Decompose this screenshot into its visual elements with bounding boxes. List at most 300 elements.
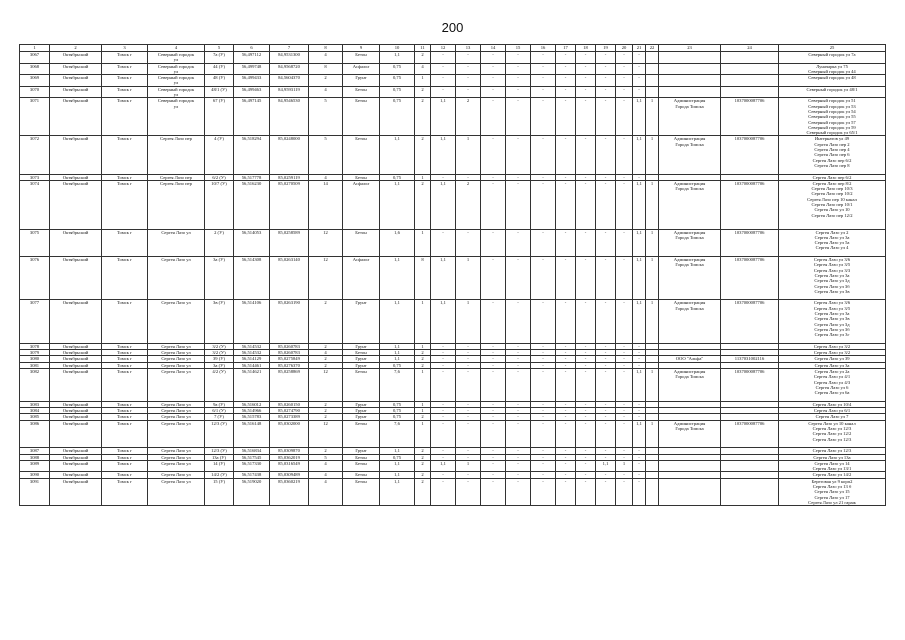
table-cell: Томск г bbox=[102, 350, 148, 356]
table-cell: - bbox=[556, 454, 576, 460]
table-cell: 3067 bbox=[20, 52, 50, 64]
table-cell: - bbox=[456, 362, 481, 368]
table-cell: Администрация Города Томска bbox=[659, 369, 721, 402]
table-cell: Сергея Лазо ул 2а Сергея Лазо ул 4/1 Сергея Лазо ул 4/3 Сергея Лазо ул 6 Сергея Лазо ул 6а bbox=[779, 369, 886, 402]
table-cell: 85,0309489 bbox=[270, 472, 309, 478]
table-row bbox=[20, 478, 886, 506]
table-cell: 8 bbox=[415, 257, 431, 300]
table-cell: Сергея Лазо ул bbox=[148, 356, 205, 362]
table-cell: - bbox=[616, 472, 633, 478]
table-cell: Сергея Лазо ул bbox=[148, 414, 205, 420]
table-cell: 12/3 (У) bbox=[205, 420, 234, 448]
table-cell: - bbox=[556, 52, 576, 64]
table-cell: 3080 bbox=[20, 356, 50, 362]
table-cell: 1,1 bbox=[431, 460, 456, 472]
table-cell: - bbox=[531, 369, 556, 402]
table-cell: 9а (У) bbox=[205, 401, 234, 407]
table-cell: Сергея Лазо ул 39 bbox=[779, 356, 886, 362]
table-cell: Сергея Лазо ул bbox=[148, 350, 205, 356]
table-cell: - bbox=[556, 350, 576, 356]
table-cell: 84,9531300 bbox=[270, 52, 309, 64]
table-cell: 1,1 bbox=[633, 420, 646, 448]
table-cell: 4 bbox=[309, 174, 343, 180]
table-cell: - bbox=[531, 63, 556, 75]
table-cell: 0,75 bbox=[380, 414, 415, 420]
table-cell: 3078 bbox=[20, 343, 50, 349]
table-cell: 3/2 (У) bbox=[205, 343, 234, 349]
table-cell: - bbox=[596, 448, 616, 454]
table-cell: - bbox=[456, 472, 481, 478]
register-table bbox=[19, 44, 886, 506]
table-cell: 3081 bbox=[20, 362, 50, 368]
table-cell: 4 bbox=[309, 350, 343, 356]
table-cell: - bbox=[481, 75, 506, 87]
table-cell: 1,1 bbox=[633, 136, 646, 174]
column-number: 16 bbox=[531, 45, 556, 52]
table-cell: Сергея Лазо ул 3/6 Сергея Лазо ул 3/5 Сергея Лазо ул 3/3 Сергея Лазо ул 3а Сергея Лазо ул 3д Сергея Лазо ул 3б Сергея Лазо ул 3в bbox=[779, 257, 886, 300]
table-cell: Бетон bbox=[343, 98, 380, 136]
table-cell: - bbox=[531, 75, 556, 87]
column-number: 8 bbox=[309, 45, 343, 52]
table-cell: 4 bbox=[415, 63, 431, 75]
table-cell: - bbox=[556, 75, 576, 87]
table-cell: 4/2 (У) bbox=[205, 369, 234, 402]
table-cell: Октябрьский bbox=[50, 75, 102, 87]
table-cell: 1 bbox=[646, 229, 659, 257]
table-cell: - bbox=[576, 478, 596, 506]
table-cell: - bbox=[481, 401, 506, 407]
table-cell: 3079 bbox=[20, 350, 50, 356]
table-cell: - bbox=[616, 75, 633, 87]
table-cell: 4 bbox=[309, 52, 343, 64]
table-cell: - bbox=[596, 408, 616, 414]
table-cell: Сергея Лазо ул bbox=[148, 478, 205, 506]
table-cell: Грунт bbox=[343, 401, 380, 407]
table-cell: 1,1 bbox=[380, 257, 415, 300]
table-cell: Грунт bbox=[343, 75, 380, 87]
table-cell: - bbox=[596, 180, 616, 229]
table-cell: - bbox=[576, 362, 596, 368]
table-cell: 85,0274790 bbox=[270, 408, 309, 414]
table-row bbox=[20, 420, 886, 448]
table-cell: 56,514461 bbox=[234, 362, 270, 368]
table-cell: - bbox=[531, 98, 556, 136]
table-cell: - bbox=[481, 63, 506, 75]
table-cell bbox=[721, 52, 779, 64]
table-cell: 1 bbox=[456, 136, 481, 174]
table-cell: 2 bbox=[415, 448, 431, 454]
table-cell bbox=[659, 86, 721, 98]
table-cell: Сергея Лазо пер bbox=[148, 174, 205, 180]
table-cell: 56,516012 bbox=[234, 401, 270, 407]
table-cell: - bbox=[481, 472, 506, 478]
table-cell: - bbox=[506, 408, 531, 414]
table-cell: - bbox=[481, 180, 506, 229]
table-cell: - bbox=[556, 257, 576, 300]
table-cell: - bbox=[576, 420, 596, 448]
table-cell: - bbox=[431, 401, 456, 407]
table-cell: Сергея Лазо ул bbox=[148, 401, 205, 407]
table-row bbox=[20, 300, 886, 343]
table-cell bbox=[721, 460, 779, 472]
table-cell: - bbox=[506, 478, 531, 506]
table-cell: 3070 bbox=[20, 86, 50, 98]
table-cell: - bbox=[556, 362, 576, 368]
table-cell: - bbox=[481, 460, 506, 472]
table-cell: 84,9546530 bbox=[270, 98, 309, 136]
table-cell: 7а (У) bbox=[205, 52, 234, 64]
table-cell: 48/1 (У) bbox=[205, 86, 234, 98]
table-cell: - bbox=[616, 300, 633, 343]
table-cell: - bbox=[481, 350, 506, 356]
table-cell: 56,514106 bbox=[234, 300, 270, 343]
table-cell: 85,0258869 bbox=[270, 369, 309, 402]
table-cell: - bbox=[596, 401, 616, 407]
table-cell: - bbox=[506, 362, 531, 368]
table-cell: - bbox=[633, 454, 646, 460]
table-cell: - bbox=[531, 460, 556, 472]
table-cell: 2 bbox=[415, 362, 431, 368]
table-cell: Томск г bbox=[102, 98, 148, 136]
table-cell: - bbox=[596, 350, 616, 356]
table-cell: 0,75 bbox=[380, 86, 415, 98]
table-body bbox=[20, 52, 886, 506]
table-cell: Октябрьский bbox=[50, 98, 102, 136]
table-cell: 3а (У) bbox=[205, 362, 234, 368]
table-cell: Северный городок ул bbox=[148, 75, 205, 87]
table-cell: 85,0260783 bbox=[270, 343, 309, 349]
table-row bbox=[20, 257, 886, 300]
table-cell: 3075 bbox=[20, 229, 50, 257]
column-number: 6 bbox=[234, 45, 270, 52]
table-cell: Октябрьский bbox=[50, 408, 102, 414]
table-cell: - bbox=[531, 180, 556, 229]
table-cell: 1 bbox=[456, 300, 481, 343]
table-cell: - bbox=[596, 472, 616, 478]
table-cell: 14 bbox=[309, 180, 343, 229]
table-cell: Сергея Лазо ул 14/2 bbox=[779, 472, 886, 478]
table-cell: Сергея Лазо ул bbox=[148, 454, 205, 460]
table-cell: Октябрьский bbox=[50, 369, 102, 402]
table-cell: - bbox=[576, 350, 596, 356]
table-cell: - bbox=[431, 343, 456, 349]
table-cell: 1,1 bbox=[380, 300, 415, 343]
table-row bbox=[20, 98, 886, 136]
table-cell bbox=[659, 478, 721, 506]
table-cell: 12/3 (У) bbox=[205, 448, 234, 454]
table-cell: 1037000087706 bbox=[721, 180, 779, 229]
table-cell: - bbox=[616, 420, 633, 448]
table-cell: - bbox=[616, 257, 633, 300]
column-number: 18 bbox=[576, 45, 596, 52]
table-cell: Бетон bbox=[343, 420, 380, 448]
table-cell: 1,1 bbox=[633, 369, 646, 402]
table-cell: - bbox=[481, 448, 506, 454]
table-cell: 3088 bbox=[20, 454, 50, 460]
table-cell: - bbox=[576, 343, 596, 349]
table-cell: - bbox=[616, 86, 633, 98]
table-cell: - bbox=[531, 472, 556, 478]
table-cell: 85,0309870 bbox=[270, 448, 309, 454]
table-cell: 12 bbox=[309, 257, 343, 300]
table-cell: 3084 bbox=[20, 408, 50, 414]
table-cell: 1 bbox=[415, 75, 431, 87]
table-cell: 3089 bbox=[20, 460, 50, 472]
table-cell: - bbox=[576, 52, 596, 64]
table-cell: Сергея Лазо ул 7 bbox=[779, 414, 886, 420]
table-cell: 14/2 (У) bbox=[205, 472, 234, 478]
table-cell: Администрация Города Томска bbox=[659, 180, 721, 229]
table-cell: Томск г bbox=[102, 75, 148, 87]
table-cell: Томск г bbox=[102, 448, 148, 454]
table-cell: - bbox=[576, 180, 596, 229]
table-cell: - bbox=[616, 350, 633, 356]
table-cell: 1,1 bbox=[633, 180, 646, 229]
table-cell: 1 bbox=[646, 136, 659, 174]
table-cell: - bbox=[616, 63, 633, 75]
table-cell: 3076 bbox=[20, 257, 50, 300]
table-cell: - bbox=[506, 343, 531, 349]
table-cell: 1 bbox=[646, 257, 659, 300]
table-cell: 2 bbox=[415, 98, 431, 136]
table-cell: - bbox=[481, 343, 506, 349]
table-cell: - bbox=[431, 454, 456, 460]
table-cell: Сергея Лазо ул bbox=[148, 343, 205, 349]
table-cell: Октябрьский bbox=[50, 86, 102, 98]
table-cell: - bbox=[556, 98, 576, 136]
table-cell: - bbox=[531, 300, 556, 343]
table-cell: - bbox=[596, 98, 616, 136]
table-cell: Томск г bbox=[102, 414, 148, 420]
table-cell: Октябрьский bbox=[50, 229, 102, 257]
table-cell: - bbox=[616, 362, 633, 368]
table-cell: Грунт bbox=[343, 408, 380, 414]
table-cell: - bbox=[576, 98, 596, 136]
table-cell: - bbox=[576, 448, 596, 454]
table-cell: 39 (У) bbox=[205, 356, 234, 362]
table-cell: 1,1 bbox=[431, 98, 456, 136]
table-cell bbox=[659, 63, 721, 75]
table-cell: 2 bbox=[415, 460, 431, 472]
table-cell: - bbox=[506, 414, 531, 420]
table-cell: Бетон bbox=[343, 369, 380, 402]
table-cell: - bbox=[506, 229, 531, 257]
table-cell: Сергея Лазо ул 13а bbox=[779, 454, 886, 460]
table-cell: Сергея Лазо ул 3/2 bbox=[779, 350, 886, 356]
column-number: 12 bbox=[431, 45, 456, 52]
table-cell: 3071 bbox=[20, 98, 50, 136]
table-cell: 85,0260783 bbox=[270, 350, 309, 356]
table-cell: - bbox=[506, 401, 531, 407]
table-cell: Октябрьский bbox=[50, 257, 102, 300]
table-cell: 56,519020 bbox=[234, 478, 270, 506]
table-cell bbox=[646, 478, 659, 506]
table-cell: Октябрьский bbox=[50, 180, 102, 229]
table-cell: Грунт bbox=[343, 300, 380, 343]
table-cell: Томск г bbox=[102, 478, 148, 506]
table-cell: Сергея Лазо ул bbox=[148, 408, 205, 414]
table-cell: 1137031002116 bbox=[721, 356, 779, 362]
table-cell: Северный городок ул bbox=[148, 98, 205, 136]
table-cell: Сергея Лазо пер bbox=[148, 180, 205, 229]
table-cell: Северный городок ул 7а bbox=[779, 52, 886, 64]
table-cell: 85,0270509 bbox=[270, 180, 309, 229]
table-cell: 56,518294 bbox=[234, 136, 270, 174]
table-cell: Береговая ул 9 корп2 Сергея Лазо ул 13 б Сергея Лазо ул 15 Сергея Лазо ул 17 Сергея Лазо ул 21 гараж bbox=[779, 478, 886, 506]
table-cell: 85,0316549 bbox=[270, 460, 309, 472]
table-cell: 2 bbox=[309, 75, 343, 87]
table-cell: Администрация Города Томска bbox=[659, 300, 721, 343]
table-cell: 56,514308 bbox=[234, 257, 270, 300]
table-cell: - bbox=[616, 356, 633, 362]
table-cell: - bbox=[596, 478, 616, 506]
column-number: 25 bbox=[779, 45, 886, 52]
table-cell: Бетон bbox=[343, 454, 380, 460]
table-cell: - bbox=[506, 257, 531, 300]
table-cell: - bbox=[431, 448, 456, 454]
table-cell: 0,75 bbox=[380, 408, 415, 414]
table-cell: 2 bbox=[309, 408, 343, 414]
table-cell: - bbox=[596, 63, 616, 75]
table-cell: Сергея Лазо ул bbox=[148, 448, 205, 454]
table-cell: 56,516834 bbox=[234, 448, 270, 454]
table-cell: - bbox=[596, 369, 616, 402]
table-cell: - bbox=[506, 180, 531, 229]
table-cell: - bbox=[456, 229, 481, 257]
table-cell: Сергея Лазо пер 8/2 Сергея Лазо пер 10/3 Сергея Лазо пер 10/2 Сергея Лазо пер 10 канал Сергея Лазо пер 10/1 Сергея Лазо ул 10 Сергея Лазо пер 12/2 bbox=[779, 180, 886, 229]
table-cell: 0,75 bbox=[380, 174, 415, 180]
table-cell: - bbox=[616, 401, 633, 407]
table-cell: 2 bbox=[415, 136, 431, 174]
table-cell: 85,0276370 bbox=[270, 362, 309, 368]
table-cell: - bbox=[481, 98, 506, 136]
table-cell: - bbox=[431, 229, 456, 257]
table-cell: Сергея Лазо ул 3/2 bbox=[779, 343, 886, 349]
table-cell: Томск г bbox=[102, 472, 148, 478]
table-cell: - bbox=[531, 408, 556, 414]
table-cell: - bbox=[616, 52, 633, 64]
table-cell: - bbox=[596, 420, 616, 448]
table-cell: - bbox=[633, 174, 646, 180]
table-cell: 1037000087706 bbox=[721, 420, 779, 448]
table-cell bbox=[659, 75, 721, 87]
table-cell: 3083 bbox=[20, 401, 50, 407]
table-cell: - bbox=[616, 448, 633, 454]
column-number: 4 bbox=[148, 45, 205, 52]
table-cell: 3087 bbox=[20, 448, 50, 454]
table-cell: - bbox=[456, 408, 481, 414]
table-cell: - bbox=[506, 472, 531, 478]
table-cell: Октябрьский bbox=[50, 420, 102, 448]
table-cell: 56,517438 bbox=[234, 472, 270, 478]
table-cell: Бетон bbox=[343, 52, 380, 64]
table-cell bbox=[721, 63, 779, 75]
table-cell: - bbox=[481, 356, 506, 362]
table-cell: - bbox=[596, 174, 616, 180]
table-cell: - bbox=[556, 343, 576, 349]
table-cell: - bbox=[531, 257, 556, 300]
table-cell: - bbox=[576, 356, 596, 362]
table-cell: - bbox=[556, 229, 576, 257]
table-cell: 48 (У) bbox=[205, 75, 234, 87]
table-cell: 3082 bbox=[20, 369, 50, 402]
table-cell: - bbox=[431, 420, 456, 448]
table-cell: Сергея Лазо ул 6/1 bbox=[779, 408, 886, 414]
table-cell: - bbox=[576, 86, 596, 98]
table-cell bbox=[721, 75, 779, 87]
table-cell: 1 bbox=[415, 369, 431, 402]
table-cell: 3091 bbox=[20, 478, 50, 506]
table-cell: 56,514053 bbox=[234, 229, 270, 257]
table-cell: 2 bbox=[456, 98, 481, 136]
table-cell: 2 bbox=[309, 401, 343, 407]
table-cell: - bbox=[431, 472, 456, 478]
table-cell: - bbox=[596, 86, 616, 98]
table-cell: Октябрьский bbox=[50, 460, 102, 472]
table-cell: - bbox=[531, 356, 556, 362]
table-cell: Северный городок ул bbox=[148, 52, 205, 64]
table-cell: 3072 bbox=[20, 136, 50, 174]
table-cell: Томск г bbox=[102, 257, 148, 300]
table-cell: - bbox=[456, 343, 481, 349]
table-cell: - bbox=[431, 362, 456, 368]
table-cell: 1,1 bbox=[380, 136, 415, 174]
table-cell: - bbox=[616, 229, 633, 257]
column-number: 11 bbox=[415, 45, 431, 52]
table-cell: 56,514621 bbox=[234, 369, 270, 402]
table-cell: 2 bbox=[309, 414, 343, 420]
table-cell: Асфальт bbox=[343, 257, 380, 300]
table-cell: - bbox=[616, 369, 633, 402]
table-cell: 3в (У) bbox=[205, 300, 234, 343]
table-cell: 3/2 (У) bbox=[205, 350, 234, 356]
table-cell: 1,1 bbox=[380, 343, 415, 349]
table-cell: 85,0260150 bbox=[270, 401, 309, 407]
table-cell: - bbox=[481, 362, 506, 368]
table-cell: Асфальт bbox=[343, 63, 380, 75]
table-cell: 85,0258589 bbox=[270, 229, 309, 257]
table-cell: Октябрьский bbox=[50, 414, 102, 420]
table-row bbox=[20, 229, 886, 257]
table-cell: - bbox=[431, 75, 456, 87]
table-cell: - bbox=[556, 401, 576, 407]
table-cell: Сергея Лазо пер 6/2 bbox=[779, 174, 886, 180]
table-cell: - bbox=[531, 52, 556, 64]
table-cell: Сергея Лазо ул bbox=[148, 362, 205, 368]
column-number: 19 bbox=[596, 45, 616, 52]
table-cell: 85,0273389 bbox=[270, 414, 309, 420]
table-cell: - bbox=[556, 472, 576, 478]
column-number: 15 bbox=[506, 45, 531, 52]
table-cell: - bbox=[481, 136, 506, 174]
table-cell: - bbox=[616, 174, 633, 180]
table-cell: - bbox=[481, 414, 506, 420]
column-number: 7 bbox=[270, 45, 309, 52]
table-cell: 56,499433 bbox=[234, 75, 270, 87]
page-number: 200 bbox=[441, 20, 464, 35]
table-cell: - bbox=[596, 414, 616, 420]
table-cell: Северный городок ул 48/1 bbox=[779, 86, 886, 98]
table-cell: 3085 bbox=[20, 414, 50, 420]
table-cell: - bbox=[596, 362, 616, 368]
table-cell: 2 bbox=[415, 86, 431, 98]
table-cell: Томск г bbox=[102, 136, 148, 174]
table-cell: - bbox=[506, 86, 531, 98]
table-cell: - bbox=[506, 75, 531, 87]
table-cell: 1 bbox=[646, 420, 659, 448]
table-cell: Бетон bbox=[343, 229, 380, 257]
table-cell: Бетон bbox=[343, 478, 380, 506]
